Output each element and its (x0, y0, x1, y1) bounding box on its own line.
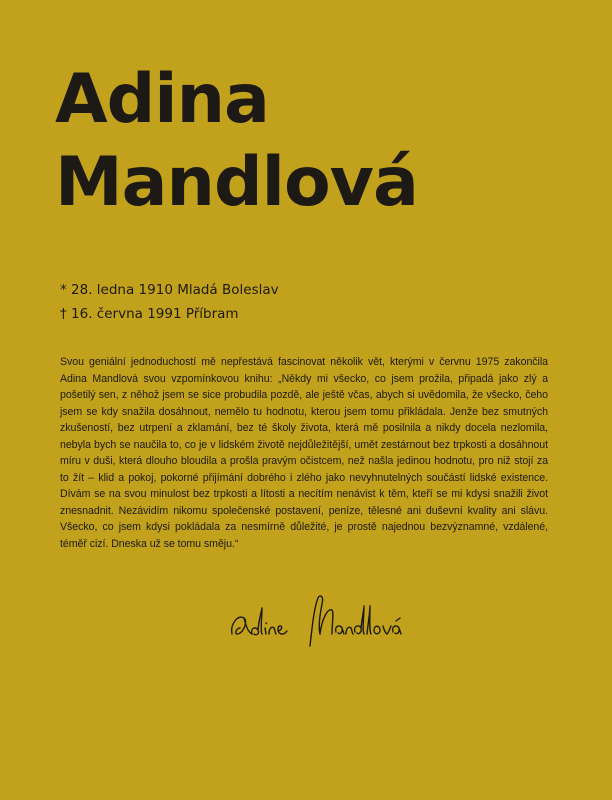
signature-image (228, 588, 438, 668)
birth-date: * 28. ledna 1910 Mladá Boleslav (60, 282, 279, 298)
title-first-name: Adina (55, 60, 269, 139)
body-text: Svou geniální jednoduchostí mě nepřestává fascinovat několik vět, kterými v červnu 1975 zakončila Adina Mandlová svou vzpomínkovou knihu: „Někdy mi všecko, co jsem prožila, připadá jako zlý a pošetilý sen, z něhož jsem se sice probudila pozdě, ale ještě včas, abych si uvědomila, že všecko, čeho jsem se kdy snažila dosáhnout, nemělo tu hodnotu, kterou jsem tomu přikládala. Jenže bez smutných zkušeností, bez utrpení a zklamání, bez té školy života, která mě posilnila a nikdy docela nezlomila, nebyla bych se naučila to, co je v lidském životě nejdůležitější, umět zestárnout bez trpkosti a dosáhnout míru v duši, která dlouho bloudila a prošla pravým očistcem, než našla jedinou hodnotu, pro niž stojí za to žít – klid a pokoj, pokorné přijímání dobrého i zlého jako nevyhnutelných součástí lidské existence. Dívám se na svou minulost bez trpkosti a lítosti a necítím nenávist k těm, kteří se mi kdysi snažili život znesnadnit. Nezávidím nikomu společenské postavení, peníze, tělesné ani duševní kvality ani slávu. Všecko, co jsem kdysi pokládala za nesmírně důležité, je prostě najednou bezvýznamné, vzdálené, téměř cizí. Dneska už se tomu směju.“ (60, 356, 548, 550)
page-title (55, 58, 418, 224)
death-date: † 16. června 1991 Příbram (60, 306, 239, 322)
life-dates (60, 278, 279, 326)
title-last-name: Mandlová (55, 143, 418, 222)
